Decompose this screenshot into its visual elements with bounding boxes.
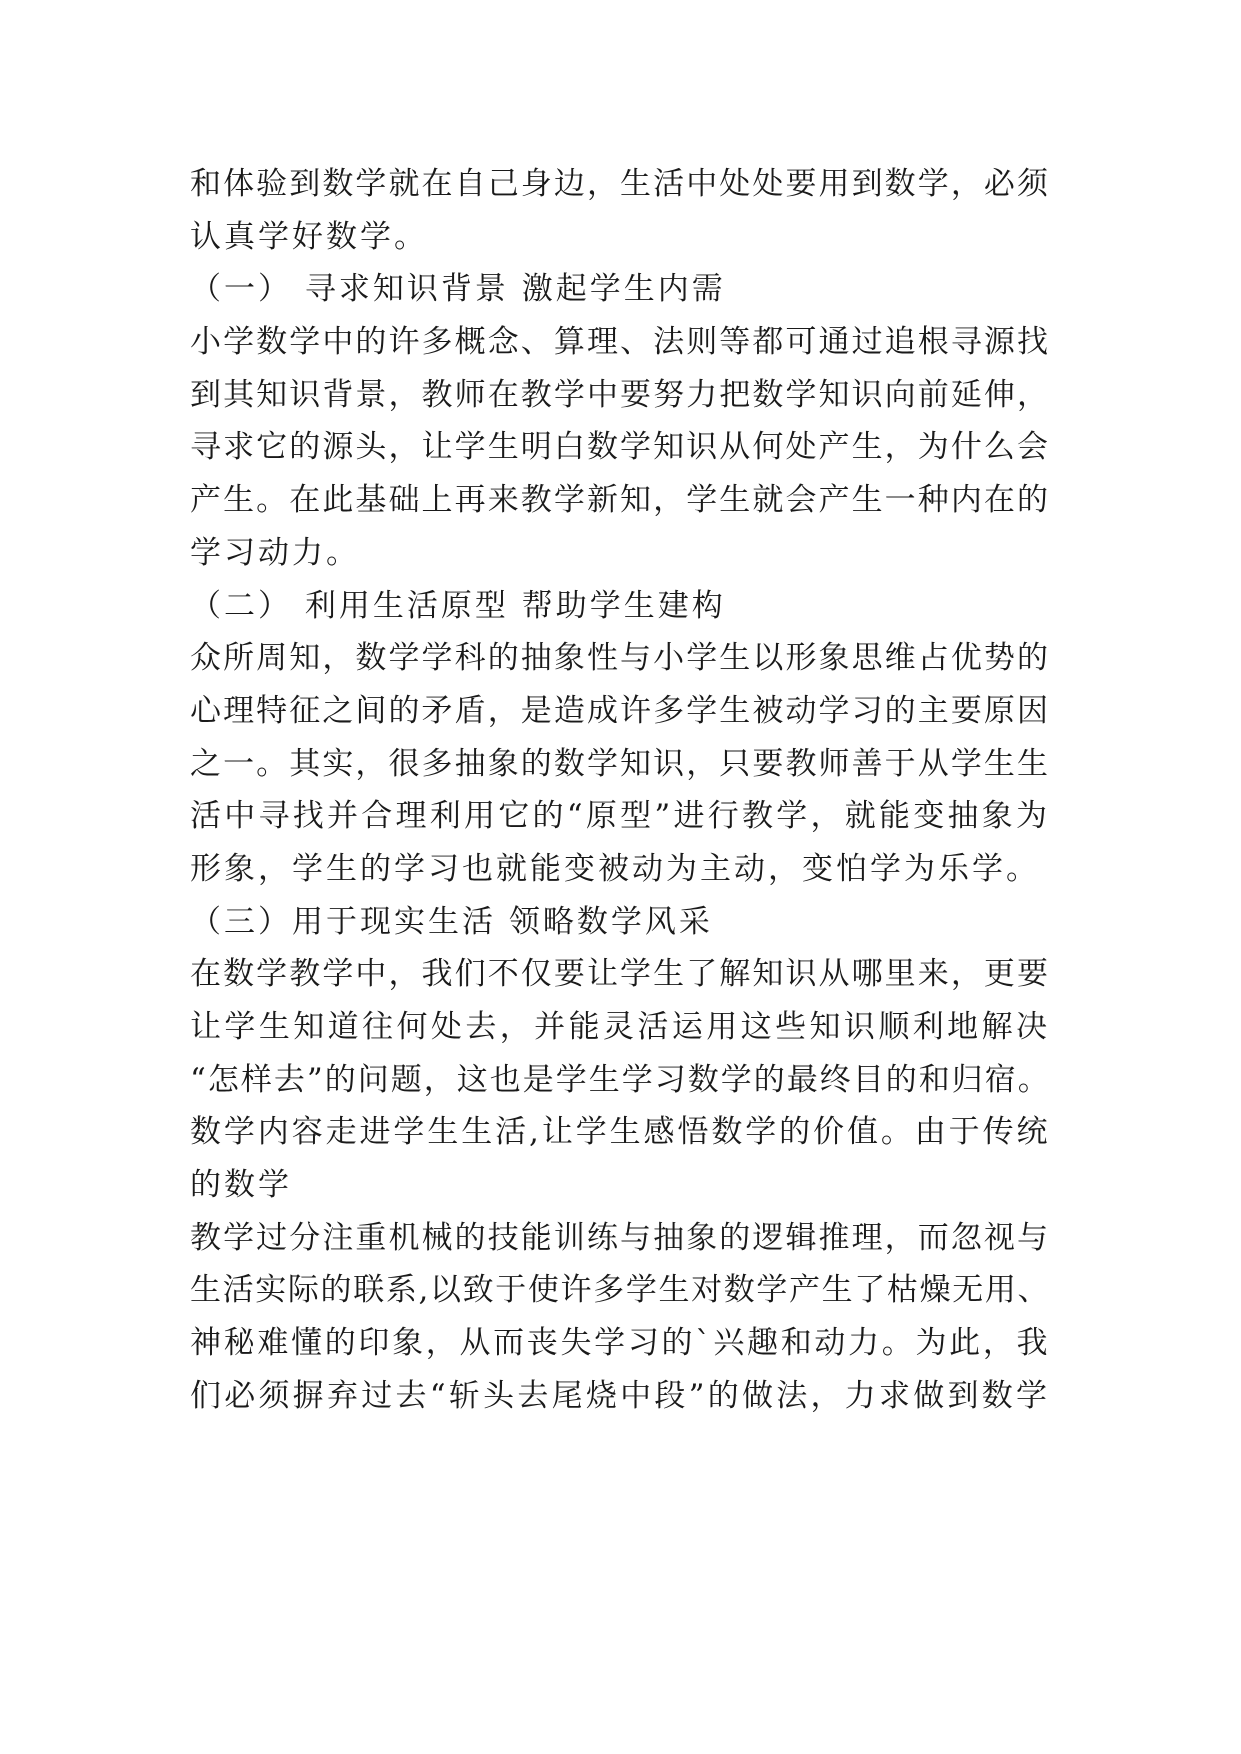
text-line: 的数学 — [190, 1167, 292, 1204]
text-line: 认真学好数学。 — [190, 218, 428, 255]
text-line: 到其知识背景，教师在教学中要努力把数学知识向前延伸， — [190, 376, 1050, 413]
section-heading: （三）用于现实生活 领略数学风采 — [190, 903, 713, 940]
text-line: 产生。在此基础上再来教学新知，学生就会产生一种内在的 — [190, 482, 1050, 519]
text-line: 数学内容走进学生生活,让学生感悟数学的价值。由于传统 — [190, 1114, 1050, 1151]
text-line: 和体验到数学就在自己身边，生活中处处要用到数学，必须 — [190, 166, 1050, 202]
text-line: 让学生知道往何处去，并能灵活运用这些知识顺利地解决 — [190, 1009, 1050, 1045]
text-line: 形象，学生的学习也就能变被动为主动，变怕学为乐学。 — [190, 850, 1040, 887]
section-heading: （二） 利用生活原型 帮助学生建构 — [190, 587, 726, 624]
text-line: 活中寻找并合理利用它的“原型”进行教学，就能变抽象为 — [190, 798, 1050, 835]
body-text — [190, 158, 1050, 1423]
text-line: 生活实际的联系,以致于使许多学生对数学产生了枯燥无用、 — [190, 1272, 1050, 1309]
text-line: 寻求它的源头，让学生明白数学知识从何处产生，为什么会 — [190, 429, 1050, 466]
text-line: 小学数学中的许多概念、算理、法则等都可通过追根寻源找 — [190, 324, 1050, 361]
text-line: 们必须摒弃过去“斩头去尾烧中段”的做法，力求做到数学 — [190, 1377, 1050, 1414]
text-line: 学习动力。 — [190, 534, 360, 571]
text-line: “怎样去”的问题，这也是学生学习数学的最终目的和归宿。 — [190, 1061, 1051, 1098]
text-line: 神秘难懂的印象，从而丧失学习的`兴趣和动力。为此，我 — [190, 1325, 1050, 1362]
text-line: 之一。其实，很多抽象的数学知识，只要教师善于从学生生 — [190, 745, 1050, 782]
text-line: 众所周知，数学学科的抽象性与小学生以形象思维占优势的 — [190, 640, 1050, 677]
text-line: 心理特征之间的矛盾，是造成许多学生被动学习的主要原因 — [190, 692, 1050, 729]
text-line: 在数学教学中，我们不仅要让学生了解知识从哪里来，更要 — [190, 956, 1050, 993]
text-line: 教学过分注重机械的技能训练与抽象的逻辑推理，而忽视与 — [190, 1219, 1050, 1256]
section-heading: （一） 寻求知识背景 激起学生内需 — [190, 271, 726, 308]
